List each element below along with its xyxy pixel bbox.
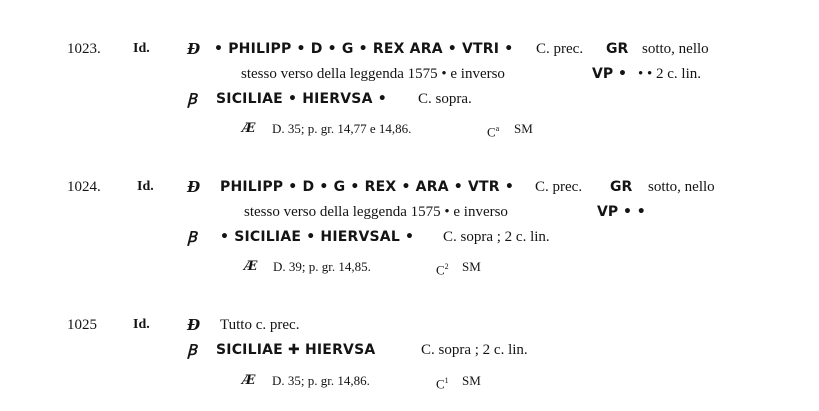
collection: SM	[514, 121, 533, 136]
entry-number: 1023.	[67, 41, 101, 57]
reverse-description: C. sopra ; 2 c. lin.	[421, 342, 528, 358]
monogram-vp: VP •	[592, 66, 627, 82]
rarity-superscript: 2	[444, 262, 449, 271]
collection: SM	[462, 373, 481, 388]
reverse-mark: Ꞵ	[187, 90, 197, 108]
collection: SM	[462, 259, 481, 274]
obverse-legend: • PHILIPP • D • G • REX ARA • VTRI •	[214, 41, 514, 57]
reverse-mark: Ꞵ	[187, 341, 197, 359]
weight-diameter: D. 35; p. gr. 14,77 e 14,86.	[272, 121, 412, 136]
weight-diameter: D. 39; p. gr. 14,85.	[273, 259, 371, 274]
obverse-mark: Ɖ	[187, 178, 201, 196]
metal-symbol: Æ	[242, 121, 256, 136]
rarity-superscript: a	[495, 124, 500, 133]
rarity: $C^2$	[436, 262, 449, 278]
description-line: stesso verso della leggenda 1575 • e inverso	[241, 66, 505, 82]
reverse-legend: • SICILIAE • HIERVSAL •	[220, 229, 415, 245]
obverse-description: Tutto c. prec.	[220, 317, 300, 333]
entry-id: Id.	[133, 317, 150, 332]
entry-id: Id.	[133, 41, 150, 56]
obverse-description-cont: sotto, nello	[648, 179, 715, 195]
obverse-description: C. prec.	[536, 41, 584, 57]
entry-number: 1025	[67, 317, 97, 333]
rarity-superscript: 1	[444, 376, 449, 385]
obverse-mark: Ɖ	[187, 40, 201, 58]
metal-symbol: Æ	[242, 373, 256, 388]
monogram-gr: GR	[610, 179, 633, 195]
metal-symbol: Æ	[244, 259, 258, 274]
reverse-legend: SICILIAE ✚ HIERVSA	[216, 342, 376, 358]
reverse-legend: SICILIAE • HIERVSA •	[216, 91, 387, 107]
obverse-legend: PHILIPP • D • G • REX • ARA • VTR •	[220, 179, 515, 195]
reverse-description: C. sopra ; 2 c. lin.	[443, 229, 550, 245]
rarity: $C^1$	[436, 376, 449, 392]
description-line: stesso verso della leggenda 1575 • e inverso	[244, 204, 508, 220]
obverse-description: C. prec.	[535, 179, 583, 195]
obverse-mark: Ɖ	[187, 316, 201, 334]
description-tail: • • 2 c. lin.	[638, 66, 701, 82]
monogram-vp: VP • •	[597, 204, 646, 220]
rarity: $C^a$	[487, 124, 500, 140]
reverse-description: C. sopra.	[418, 91, 472, 107]
reverse-mark: Ꞵ	[187, 228, 197, 246]
weight-diameter: D. 35; p. gr. 14,86.	[272, 373, 370, 388]
entry-id: Id.	[137, 179, 154, 194]
entry-number: 1024.	[67, 179, 101, 195]
monogram-gr: GR	[606, 41, 629, 57]
obverse-description-cont: sotto, nello	[642, 41, 709, 57]
